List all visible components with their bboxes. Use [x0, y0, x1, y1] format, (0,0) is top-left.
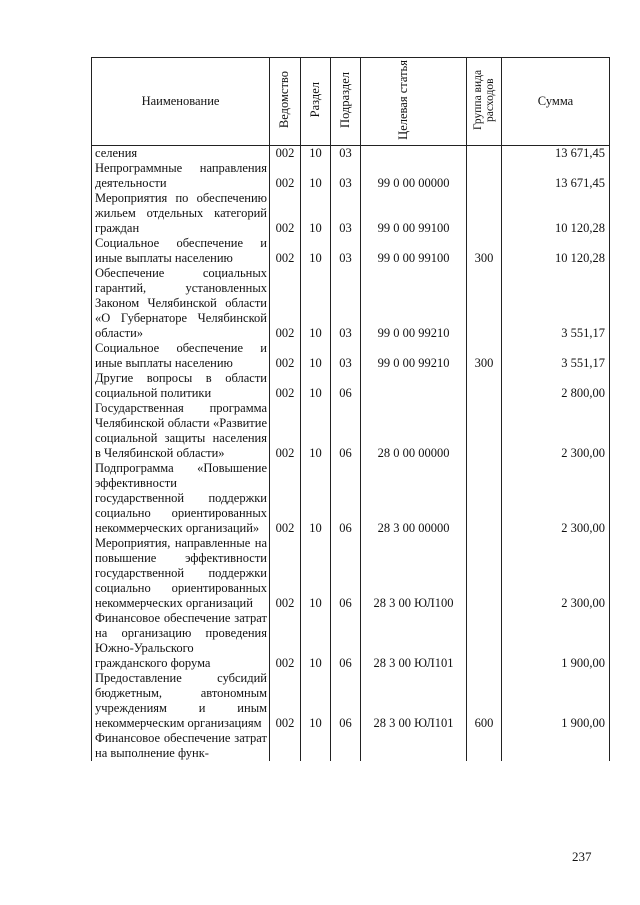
row-summa: 3 551,17: [502, 266, 610, 341]
table-row: [92, 146, 610, 162]
row-name: Мероприятия по обеспечению жильем отдельных категорий граждан: [92, 191, 270, 236]
row-vedomstvo: 002: [270, 146, 301, 162]
row-celevaya-statya: 99 0 00 99100: [361, 236, 467, 266]
row-razdel: 10: [301, 146, 331, 162]
row-vedomstvo: 002: [270, 266, 301, 341]
table-row: [92, 611, 610, 671]
row-celevaya-statya: [361, 146, 467, 162]
row-celevaya-statya: [361, 731, 467, 761]
table-row: [92, 341, 610, 371]
row-gruppa: [467, 536, 502, 611]
header-razdel: Раздел: [301, 58, 331, 146]
row-celevaya-statya: 28 3 00 ЮЛ101: [361, 671, 467, 731]
row-gruppa: [467, 731, 502, 761]
row-summa: 1 900,00: [502, 611, 610, 671]
row-vedomstvo: 002: [270, 161, 301, 191]
row-name: Социальное обеспечение и иные выплаты населению: [92, 236, 270, 266]
table-row: [92, 371, 610, 401]
row-razdel: 10: [301, 266, 331, 341]
header-podrazdel: Подраздел: [331, 58, 361, 146]
row-gruppa: [467, 191, 502, 236]
row-gruppa: [467, 161, 502, 191]
table-row: [92, 671, 610, 731]
row-vedomstvo: 002: [270, 191, 301, 236]
row-vedomstvo: 002: [270, 401, 301, 461]
row-summa: 13 671,45: [502, 146, 610, 162]
row-razdel: 10: [301, 236, 331, 266]
row-vedomstvo: 002: [270, 671, 301, 731]
row-gruppa: [467, 401, 502, 461]
row-razdel: 10: [301, 191, 331, 236]
row-summa: 2 800,00: [502, 371, 610, 401]
table-header-row: [92, 58, 610, 146]
row-summa: 10 120,28: [502, 236, 610, 266]
row-gruppa: 300: [467, 341, 502, 371]
row-vedomstvo: 002: [270, 536, 301, 611]
row-podrazdel: 06: [331, 611, 361, 671]
row-vedomstvo: 002: [270, 461, 301, 536]
row-razdel: 10: [301, 671, 331, 731]
row-name: Социальное обеспечение и иные выплаты населению: [92, 341, 270, 371]
row-gruppa: [467, 461, 502, 536]
row-summa: 2 300,00: [502, 461, 610, 536]
row-podrazdel: 06: [331, 671, 361, 731]
row-razdel: 10: [301, 341, 331, 371]
row-razdel: 10: [301, 371, 331, 401]
row-razdel: 10: [301, 461, 331, 536]
row-gruppa: 300: [467, 236, 502, 266]
row-name: Подпрограмма «Повышение эффективности государственной поддержки социально ориентированных некоммерческих организаций»: [92, 461, 270, 536]
row-vedomstvo: 002: [270, 341, 301, 371]
row-name: Непрограммные направления деятельности: [92, 161, 270, 191]
row-name: Государственная программа Челябинской области «Развитие социальной защиты населения в Челябинской области»: [92, 401, 270, 461]
row-gruppa: [467, 371, 502, 401]
row-gruppa: [467, 266, 502, 341]
row-podrazdel: 06: [331, 401, 361, 461]
row-vedomstvo: 002: [270, 371, 301, 401]
row-razdel: 10: [301, 611, 331, 671]
row-gruppa: 600: [467, 671, 502, 731]
row-vedomstvo: [270, 731, 301, 761]
header-gruppa-vida-rashodov: Группа вида расходов: [467, 58, 502, 146]
row-name: Финансовое обеспечение затрат на выполнение функ-: [92, 731, 270, 761]
budget-table: [91, 57, 610, 761]
row-name: Обеспечение социальных гарантий, установленных Законом Челябинской области «О Губернаторе Челябинской области»: [92, 266, 270, 341]
row-celevaya-statya: 99 0 00 99210: [361, 266, 467, 341]
row-podrazdel: 03: [331, 161, 361, 191]
table-row: [92, 191, 610, 236]
row-podrazdel: 03: [331, 266, 361, 341]
row-podrazdel: 03: [331, 146, 361, 162]
row-name: Финансовое обеспечение затрат на организацию проведения Южно-Уральского гражданского форума: [92, 611, 270, 671]
header-celevaya-statya: Целевая статья: [361, 58, 467, 146]
row-name: Другие вопросы в области социальной политики: [92, 371, 270, 401]
row-razdel: [301, 731, 331, 761]
row-name: Мероприятия, направленные на повышение эффективности государственной поддержки социально ориентированных некоммерческих организаций: [92, 536, 270, 611]
row-name: селения: [92, 146, 270, 162]
row-podrazdel: 03: [331, 341, 361, 371]
table-row: [92, 731, 610, 761]
table-row: [92, 461, 610, 536]
row-podrazdel: 03: [331, 236, 361, 266]
row-celevaya-statya: 99 0 00 99100: [361, 191, 467, 236]
row-celevaya-statya: 28 3 00 ЮЛ100: [361, 536, 467, 611]
row-name: Предоставление субсидий бюджетным, автономным учреждениям и иным некоммерческим организациям: [92, 671, 270, 731]
row-summa: 10 120,28: [502, 191, 610, 236]
row-celevaya-statya: 99 0 00 99210: [361, 341, 467, 371]
row-gruppa: [467, 146, 502, 162]
table-row: [92, 266, 610, 341]
row-vedomstvo: 002: [270, 611, 301, 671]
table-row: [92, 536, 610, 611]
row-razdel: 10: [301, 161, 331, 191]
table-row: [92, 401, 610, 461]
row-podrazdel: 03: [331, 191, 361, 236]
row-summa: 2 300,00: [502, 536, 610, 611]
row-razdel: 10: [301, 401, 331, 461]
page-number: 237: [572, 849, 592, 864]
row-gruppa: [467, 611, 502, 671]
row-summa: 3 551,17: [502, 341, 610, 371]
row-celevaya-statya: 28 3 00 00000: [361, 461, 467, 536]
row-podrazdel: 06: [331, 536, 361, 611]
header-vedomstvo: Ведомство: [270, 58, 301, 146]
row-vedomstvo: 002: [270, 236, 301, 266]
row-summa: 13 671,45: [502, 161, 610, 191]
header-summa: Сумма: [502, 58, 610, 146]
row-summa: 2 300,00: [502, 401, 610, 461]
row-podrazdel: 06: [331, 371, 361, 401]
row-celevaya-statya: 28 3 00 ЮЛ101: [361, 611, 467, 671]
row-celevaya-statya: 28 0 00 00000: [361, 401, 467, 461]
header-name: Наименование: [92, 58, 270, 146]
row-summa: [502, 731, 610, 761]
row-podrazdel: 06: [331, 461, 361, 536]
row-podrazdel: [331, 731, 361, 761]
row-razdel: 10: [301, 536, 331, 611]
row-celevaya-statya: 99 0 00 00000: [361, 161, 467, 191]
table-row: [92, 236, 610, 266]
table-row: [92, 161, 610, 191]
row-summa: 1 900,00: [502, 671, 610, 731]
row-celevaya-statya: [361, 371, 467, 401]
